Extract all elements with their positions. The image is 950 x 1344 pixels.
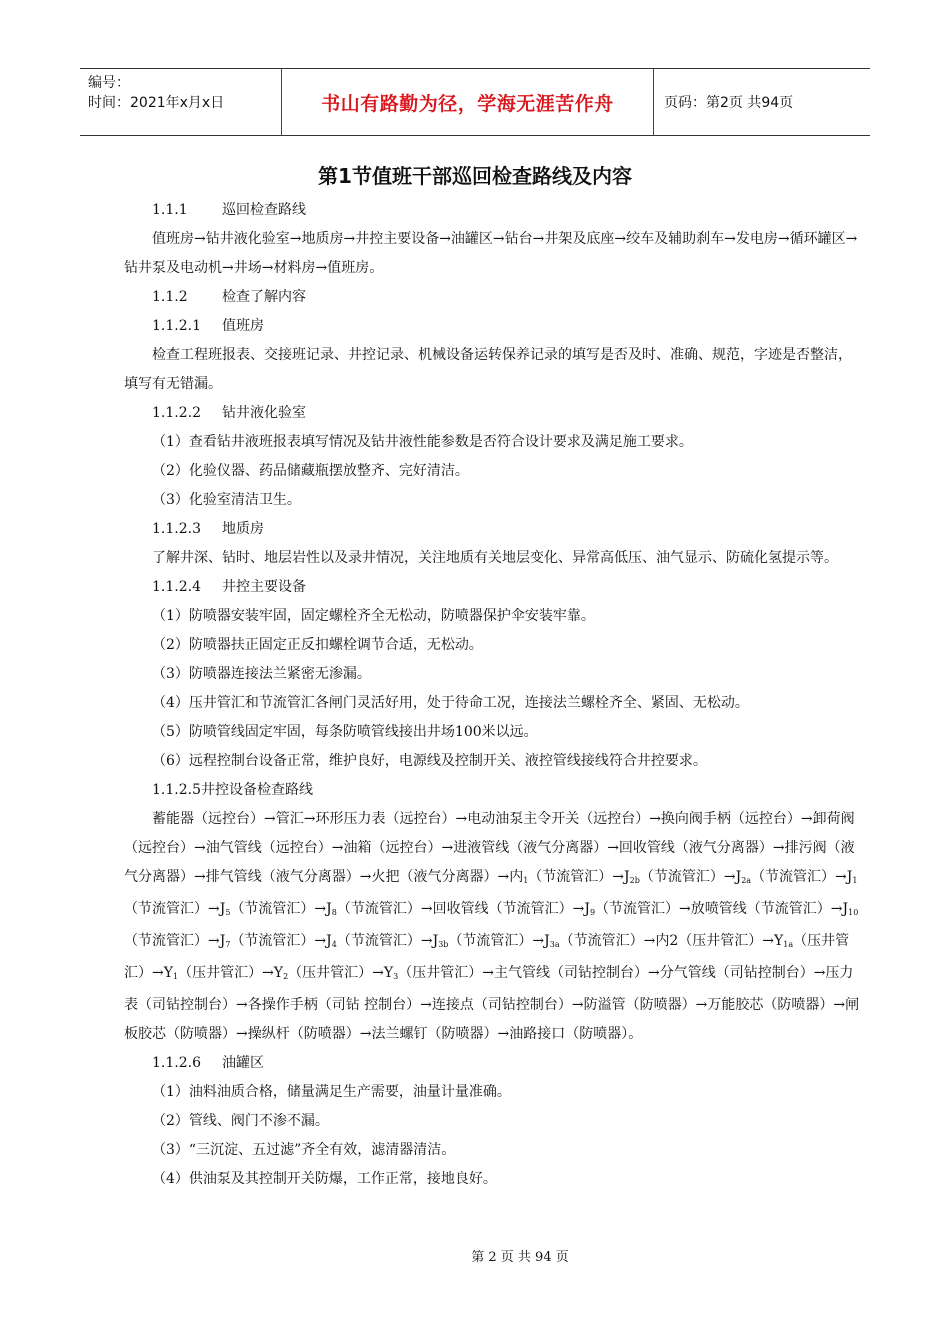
section-title: 井控主要设备 bbox=[222, 579, 306, 595]
section-heading bbox=[124, 283, 860, 312]
section-title: 巡回检查路线 bbox=[222, 202, 306, 218]
section-number: 1.1.2.3 bbox=[152, 521, 201, 537]
list-item: （1）防喷器安装牢固，固定螺栓齐全无松动，防喷器保护伞安装牢靠。 bbox=[152, 608, 595, 624]
list-item: （3）化验室清洁卫生。 bbox=[152, 492, 301, 508]
list-item: （5）防喷管线固定牢固，每条防喷管线接出井场100米以远。 bbox=[152, 724, 538, 740]
paragraph: 值班房→钻井液化验室→地质房→井控主要设备→油罐区→钻台→井架及底座→绞车及辅助刹车→发电房→循环罐区→钻井泵及电动机→井场→材料房→值班房。 bbox=[124, 231, 858, 276]
section-title: 油罐区 bbox=[222, 1055, 264, 1071]
section-heading bbox=[124, 196, 860, 225]
doc-date: 时间：2021年x月x日 bbox=[88, 95, 225, 111]
section-heading bbox=[124, 399, 860, 428]
section-heading bbox=[124, 776, 860, 805]
list-item: （2）管线、阀门不渗不漏。 bbox=[152, 1113, 329, 1129]
section-number: 1.1.2 bbox=[152, 289, 188, 305]
list-item: （3）防喷器连接法兰紧密无渗漏。 bbox=[152, 666, 371, 682]
header-page-info: 页码：第2页 共94页 bbox=[664, 95, 794, 111]
page-title: 第1节值班干部巡回检查路线及内容 bbox=[318, 164, 632, 188]
section-heading bbox=[124, 1049, 860, 1078]
section-title: 地质房 bbox=[222, 521, 264, 537]
paragraph: 检查工程班报表、交接班记录、井控记录、机械设备运转保养记录的填写是否及时、准确、规范，字迹是否整洁，填写有无错漏。 bbox=[124, 347, 852, 392]
list-item: （6）远程控制台设备正常，维护良好，电源线及控制开关、液控管线接线符合井控要求。 bbox=[152, 753, 707, 769]
document-body bbox=[124, 196, 860, 1194]
section-title: 井控设备检查路线 bbox=[200, 782, 313, 798]
section-heading bbox=[124, 312, 860, 341]
header-motto: 书山有路勤为径，学海无涯苦作舟 bbox=[282, 69, 654, 135]
list-item: （4）压井管汇和节流管汇各闸门灵活好用，处于待命工况，连接法兰螺栓齐全、紧固、无松动。 bbox=[152, 695, 749, 711]
section-number: 1.1.1 bbox=[152, 202, 188, 218]
list-item: （4）供油泵及其控制开关防爆，工作正常，接地良好。 bbox=[152, 1171, 497, 1187]
section-heading bbox=[124, 515, 860, 544]
inspection-route-paragraph: 蓄能器（远控台）→管汇→环形压力表（远控台）→电动油泵主令开关（远控台）→换向阀手柄（远控台）→卸荷阀（远控台）→油气管线（远控台）→油箱（远控台）→进液管线（液气分离器）→回收管线（液气分离器）→排污阀（液气分离器）→排气管线（液气分离器）→火把（液气分离器）→内$_1$（节流管汇）$\to J_{2b}$（节流管汇）$\to J_{2a}$（节流管汇）$\to J_1$（节流管汇）$\to J_5$（节流管汇）$\to J_8$（节流管汇）→回收管线（节流管汇）$\to J_9$（节流管汇）→放喷管线（节流管汇）$\to J_{10}$（节流管汇）$\to J_7$（节流管汇）$\to J_4$（节流管汇）$\to J_{3b}$（节流管汇）$\to J_{3a}$（节流管汇）→内2（压井管汇）$\to Y_{1a}$（压井管汇）$\to Y_1$（压井管汇）$\to Y_2$（压井管汇）$\to Y_3$（压井管汇）→主气管线（司钻控制台）→分气管线（司钻控制台）→压力表（司钻控制台）→各操作手柄（司钻 控制台）→连接点（司钻控制台）→防溢管（防喷器）→万能胶芯（防喷器）→闸板胶芯（防喷器）→操纵杆（防喷器）→法兰螺钉（防喷器）→油路接口（防喷器）。 bbox=[124, 811, 860, 1042]
section-number: 1.1.2.5 bbox=[152, 782, 201, 798]
section-title: 值班房 bbox=[222, 318, 264, 334]
section-heading bbox=[124, 573, 860, 602]
section-number: 1.1.2.6 bbox=[152, 1055, 201, 1071]
section-title: 钻井液化验室 bbox=[222, 405, 306, 421]
paragraph: 了解井深、钻时、地层岩性以及录井情况，关注地质有关地层变化、异常高低压、油气显示、防硫化氢提示等。 bbox=[152, 550, 838, 566]
section-number: 1.1.2.1 bbox=[152, 318, 201, 334]
list-item: （1）查看钻井液班报表填写情况及钻井液性能参数是否符合设计要求及满足施工要求。 bbox=[152, 434, 693, 450]
section-number: 1.1.2.4 bbox=[152, 579, 201, 595]
list-item: （1）油料油质合格，储量满足生产需要，油量计量准确。 bbox=[152, 1084, 511, 1100]
list-item: （2）化验仪器、药品储藏瓶摆放整齐、完好清洁。 bbox=[152, 463, 469, 479]
list-item: （2）防喷器扶正固定正反扣螺栓调节合适，无松动。 bbox=[152, 637, 483, 653]
section-title: 检查了解内容 bbox=[222, 289, 306, 305]
page-header bbox=[80, 68, 870, 136]
page-footer: 第 2 页 共 94 页 bbox=[471, 1250, 569, 1265]
doc-number-label: 编号： bbox=[88, 75, 130, 91]
section-number: 1.1.2.2 bbox=[152, 405, 201, 421]
list-item: （3）“三沉淀、五过滤”齐全有效，滤清器清洁。 bbox=[152, 1142, 456, 1158]
header-info-cell bbox=[80, 69, 282, 135]
